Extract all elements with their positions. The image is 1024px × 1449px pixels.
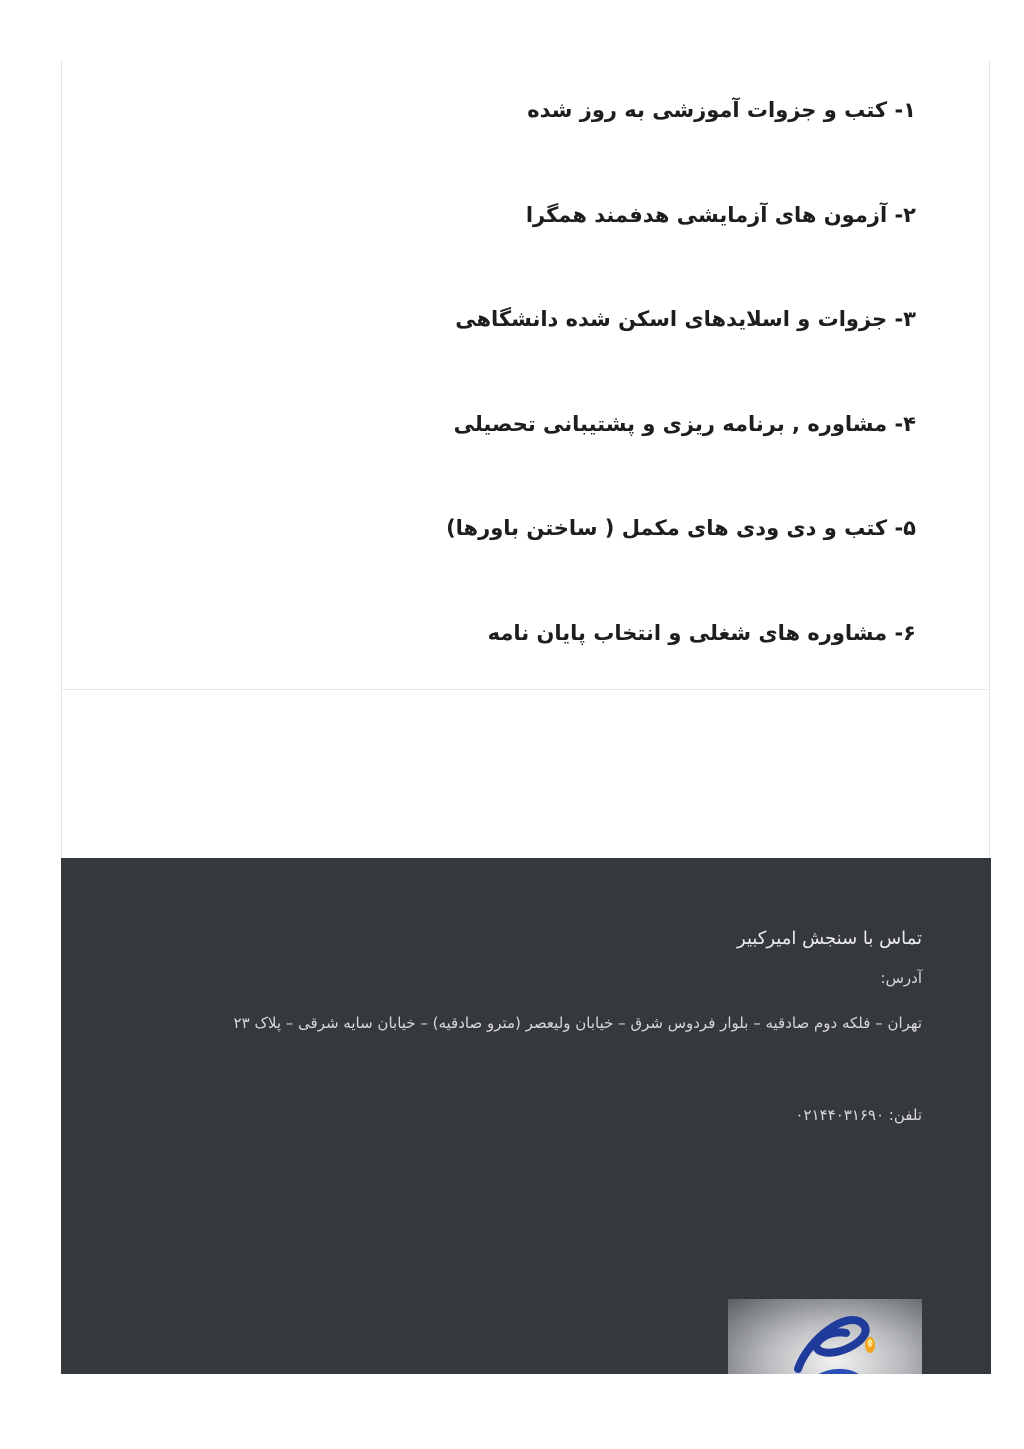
features-list: [446, 91, 916, 718]
footer: [61, 858, 991, 1374]
feature-item: ۶- مشاوره های شغلی و انتخاب پایان نامه: [487, 620, 916, 645]
address-label: آدرس:: [880, 969, 922, 987]
content-box: [61, 61, 990, 858]
feature-item: ۵- کتب و دی ودی های مکمل ( ساختن باورها): [446, 516, 916, 540]
footer-title: تماس با سنجش امیرکبیر: [737, 928, 922, 949]
feature-item: ۲- آزمون های آزمایشی هدفمند همگرا: [525, 202, 916, 227]
phone-text: تلفن: ۰۲۱۴۴۰۳۱۶۹۰: [795, 1106, 922, 1124]
address-text: تهران – فلکه دوم صادقیه – بلوار فردوس شرق – خیابان ولیعصر (مترو صادقیه) – خیابان سایه شرقی – پلاک ۲۳: [233, 1014, 922, 1032]
enamad-trust-badge-icon[interactable]: [728, 1299, 922, 1374]
feature-item: ۱- کتب و جزوات آموزشی به روز شده: [527, 98, 916, 122]
badge-logo-icon: [728, 1299, 922, 1374]
section-divider: [62, 689, 989, 690]
footer-contact: [142, 928, 922, 1124]
feature-item: ۳- جزوات و اسلایدهای اسکن شده دانشگاهی: [455, 307, 916, 331]
feature-item: ۴- مشاوره , برنامه ریزی و پشتیبانی تحصیلی: [453, 411, 916, 436]
